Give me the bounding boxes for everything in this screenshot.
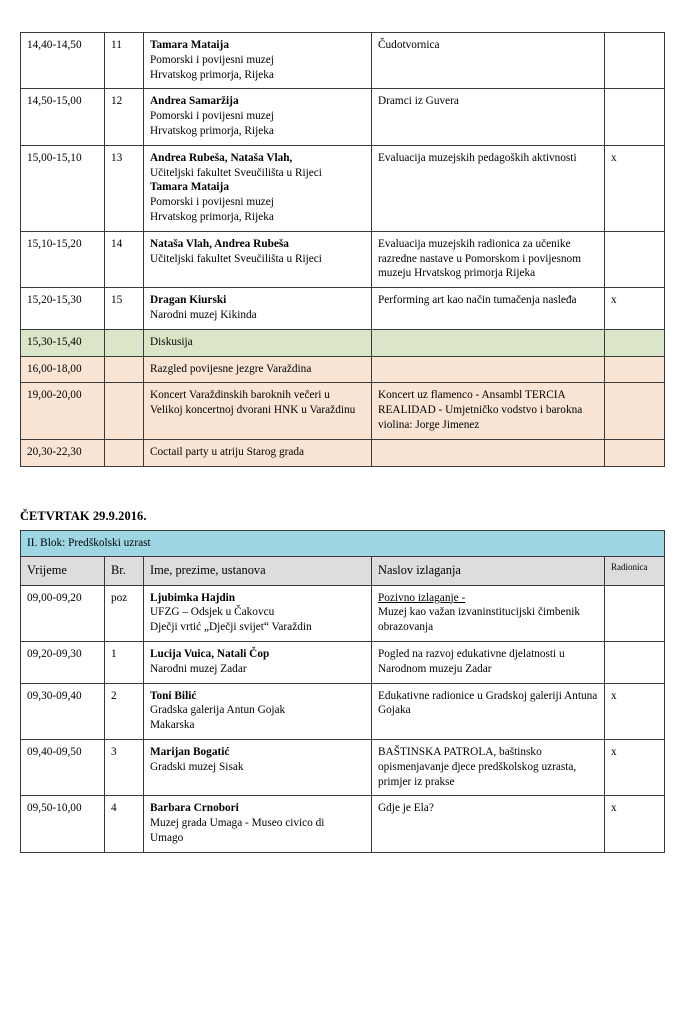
cell-presenter [144, 145, 372, 231]
presenter-name: Andrea Rubeša, Nataša Vlah, [150, 151, 293, 164]
presenter-name: Barbara Crnobori [150, 802, 239, 815]
presenter-name: Toni Bilić [150, 689, 197, 702]
column-header-time: Vrijeme [21, 557, 105, 585]
presenter-institution: Umago [150, 831, 184, 844]
presenter-institution: Hrvatskog primorja, Rijeka [150, 124, 274, 137]
presenter-institution: Gradska galerija Antun Gojak [150, 704, 286, 717]
cell-presenter [144, 683, 372, 739]
presenter-institution: Hrvatskog primorja, Rijeka [150, 210, 274, 223]
column-header-row [21, 557, 665, 585]
cell-workshop [605, 329, 665, 356]
cell-workshop [605, 33, 665, 89]
cell-time: 09,50-10,00 [21, 796, 105, 852]
table-row-event [21, 356, 665, 383]
cell-time: 15,20-15,30 [21, 288, 105, 330]
presenter-institution: Pomorski i povijesni muzej [150, 110, 274, 123]
table-row [21, 33, 665, 89]
schedule-table-thursday [20, 530, 665, 853]
presenter-institution: Narodni muzej Kikinda [150, 308, 257, 321]
cell-number: 1 [105, 641, 144, 683]
presenter-name: Tamara Mataija [150, 39, 229, 51]
cell-presenter [144, 288, 372, 330]
cell-number [105, 383, 144, 439]
cell-workshop: x [605, 683, 665, 739]
block-header-row [21, 530, 665, 557]
cell-title [372, 356, 605, 383]
cell-number: 3 [105, 739, 144, 795]
cell-time: 20,30-22,30 [21, 439, 105, 466]
schedule-table-wednesday [20, 32, 665, 467]
presenter-name: Marijan Bogatić [150, 745, 230, 758]
table-row [21, 739, 665, 795]
cell-workshop: x [605, 739, 665, 795]
title-invited-label: Pozivno izlaganje - [378, 591, 466, 604]
cell-title [372, 439, 605, 466]
table-row-event [21, 439, 665, 466]
cell-number [105, 356, 144, 383]
table-row [21, 796, 665, 852]
cell-presenter: Coctail party u atriju Starog grada [144, 439, 372, 466]
cell-title: Dramci iz Guvera [372, 89, 605, 145]
cell-time: 09,00-09,20 [21, 585, 105, 641]
cell-number: 2 [105, 683, 144, 739]
presenter-institution: Muzej grada Umaga - Museo civico di [150, 817, 325, 830]
cell-presenter [144, 33, 372, 89]
cell-presenter [144, 89, 372, 145]
cell-time: 09,30-09,40 [21, 683, 105, 739]
cell-presenter [144, 231, 372, 287]
cell-workshop [605, 89, 665, 145]
presenter-name: Ljubimka Hajdin [150, 591, 236, 604]
cell-number: poz [105, 585, 144, 641]
cell-workshop: x [605, 288, 665, 330]
presenter-name: Nataša Vlah, Andrea Rubeša [150, 237, 289, 250]
column-header-presenter: Ime, prezime, ustanova [144, 557, 372, 585]
presenter-institution: Učiteljski fakultet Sveučilišta u Rijeci [150, 252, 322, 265]
column-header-title: Naslov izlaganja [372, 557, 605, 585]
table-row [21, 641, 665, 683]
cell-number: 15 [105, 288, 144, 330]
section-spacer [20, 467, 664, 509]
cell-time: 15,00-15,10 [21, 145, 105, 231]
presenter-institution: Pomorski i povijesni muzej [150, 196, 274, 209]
presenter-institution: Pomorski i povijesni muzej [150, 53, 274, 66]
block-header-label: II. Blok: Predškolski uzrast [21, 530, 665, 557]
cell-number [105, 329, 144, 356]
cell-number: 12 [105, 89, 144, 145]
cell-title [372, 329, 605, 356]
section-heading-thursday: ČETVRTAK 29.9.2016. [20, 508, 147, 523]
cell-time: 14,50-15,00 [21, 89, 105, 145]
cell-title: Čudotvornica [372, 33, 605, 89]
presenter-name: Andrea Samaržija [150, 95, 239, 108]
cell-title: Edukativne radionice u Gradskoj galeriji Antuna Gojaka [372, 683, 605, 739]
cell-number: 13 [105, 145, 144, 231]
cell-presenter: Diskusija [144, 329, 372, 356]
table-row [21, 288, 665, 330]
cell-title: Evaluacija muzejskih pedagoških aktivnosti [372, 145, 605, 231]
presenter-name-second: Tamara Mataija [150, 181, 229, 194]
cell-title: Performing art kao način tumačenja nasleđa [372, 288, 605, 330]
cell-number [105, 439, 144, 466]
cell-workshop [605, 641, 665, 683]
cell-title: Pogled na razvoj edukativne djelatnosti u Narodnom muzeju Zadar [372, 641, 605, 683]
table-row [21, 145, 665, 231]
cell-number: 4 [105, 796, 144, 852]
cell-number: 11 [105, 33, 144, 89]
cell-presenter [144, 739, 372, 795]
cell-presenter: Koncert Varaždinskih baroknih večeri u Velikoj koncertnoj dvorani HNK u Varaždinu [144, 383, 372, 439]
cell-time: 19,00-20,00 [21, 383, 105, 439]
column-header-workshop: Radionica [605, 557, 665, 585]
cell-time: 15,30-15,40 [21, 329, 105, 356]
table-row [21, 585, 665, 641]
cell-time: 16,00-18,00 [21, 356, 105, 383]
cell-presenter: Razgled povijesne jezgre Varaždina [144, 356, 372, 383]
cell-workshop [605, 439, 665, 466]
table-row [21, 89, 665, 145]
presenter-institution: Gradski muzej Sisak [150, 760, 244, 773]
table-row-discussion [21, 329, 665, 356]
cell-time: 09,40-09,50 [21, 739, 105, 795]
presenter-institution: UFZG – Odsjek u Čakovcu [150, 606, 275, 619]
cell-time: 09,20-09,30 [21, 641, 105, 683]
cell-number: 14 [105, 231, 144, 287]
cell-workshop [605, 383, 665, 439]
presenter-name: Lucija Vuica, Natali Čop [150, 647, 270, 660]
presenter-institution: Makarska [150, 719, 195, 732]
presenter-institution: Narodni muzej Zadar [150, 662, 247, 675]
cell-title: Koncert uz flamenco - Ansambl TERCIA REALIDAD - Umjetničko vodstvo i barokna violina: Jorge Jimenez [372, 383, 605, 439]
table-row-event [21, 383, 665, 439]
cell-workshop [605, 585, 665, 641]
presenter-name: Dragan Kiurski [150, 294, 227, 307]
cell-title [372, 585, 605, 641]
table-row [21, 231, 665, 287]
cell-title: BAŠTINSKA PATROLA, baštinsko opismenjavanje djece predškolskog uzrasta, primjer iz prakse [372, 739, 605, 795]
cell-time: 15,10-15,20 [21, 231, 105, 287]
cell-workshop: x [605, 145, 665, 231]
cell-workshop: x [605, 796, 665, 852]
cell-workshop [605, 356, 665, 383]
table-row [21, 683, 665, 739]
cell-title: Evaluacija muzejskih radionica za učenike razredne nastave u Pomorskom i povijesnom muzeju Hrvatskog primorja Rijeka [372, 231, 605, 287]
title-text: Muzej kao važan izvaninstitucijski čimbenik obrazovanja [378, 606, 581, 634]
column-header-number: Br. [105, 557, 144, 585]
cell-presenter [144, 641, 372, 683]
presenter-institution: Dječji vrtić „Dječji svijet“ Varaždin [150, 621, 312, 634]
cell-presenter [144, 585, 372, 641]
cell-time: 14,40-14,50 [21, 33, 105, 89]
presenter-institution: Hrvatskog primorja, Rijeka [150, 68, 274, 81]
cell-presenter [144, 796, 372, 852]
cell-workshop [605, 231, 665, 287]
presenter-institution: Učiteljski fakultet Sveučilišta u Rijeci [150, 166, 322, 179]
cell-title: Gdje je Ela? [372, 796, 605, 852]
